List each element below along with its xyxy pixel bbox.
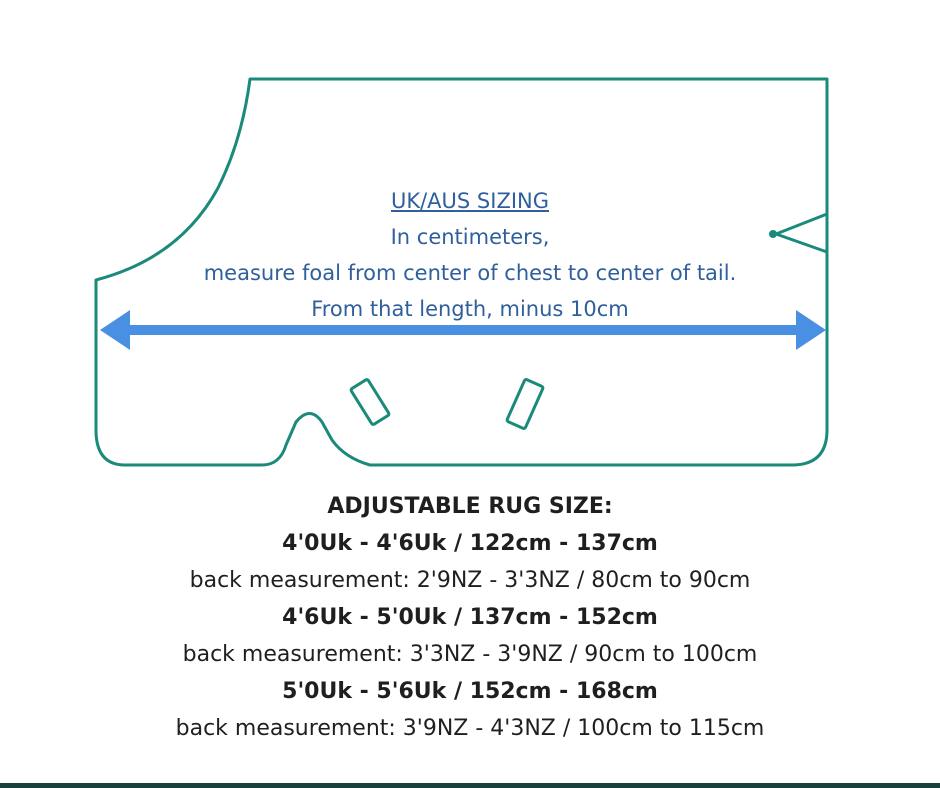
back-measurement-2: back measurement: 3'3NZ - 3'9NZ / 90cm to 100cm: [182, 642, 758, 667]
strap-slot-right: [507, 379, 544, 429]
bottom-divider: [0, 783, 940, 788]
size-range-3: 5'0Uk - 5'6Uk / 152cm - 168cm: [282, 679, 658, 704]
back-measurement-3: back measurement: 3'9NZ - 4'3NZ / 100cm to 115cm: [175, 716, 765, 741]
instruction-line-1: In centimeters,: [390, 225, 550, 249]
strap-slot-left: [350, 379, 389, 425]
size-range-1: 4'0Uk - 4'6Uk / 122cm - 137cm: [282, 531, 658, 556]
size-range-2: 4'6Uk - 5'0Uk / 137cm - 152cm: [282, 605, 658, 630]
size-title: ADJUSTABLE RUG SIZE:: [327, 494, 613, 519]
diagram-instructions: [0, 183, 940, 327]
instruction-line-3: From that length, minus 10cm: [311, 297, 629, 321]
instruction-line-2: measure foal from center of chest to center of tail.: [203, 261, 737, 285]
size-list: [0, 488, 940, 747]
sizing-heading: UK/AUS SIZING: [390, 189, 550, 213]
back-measurement-1: back measurement: 2'9NZ - 3'3NZ / 80cm to 90cm: [189, 568, 751, 593]
